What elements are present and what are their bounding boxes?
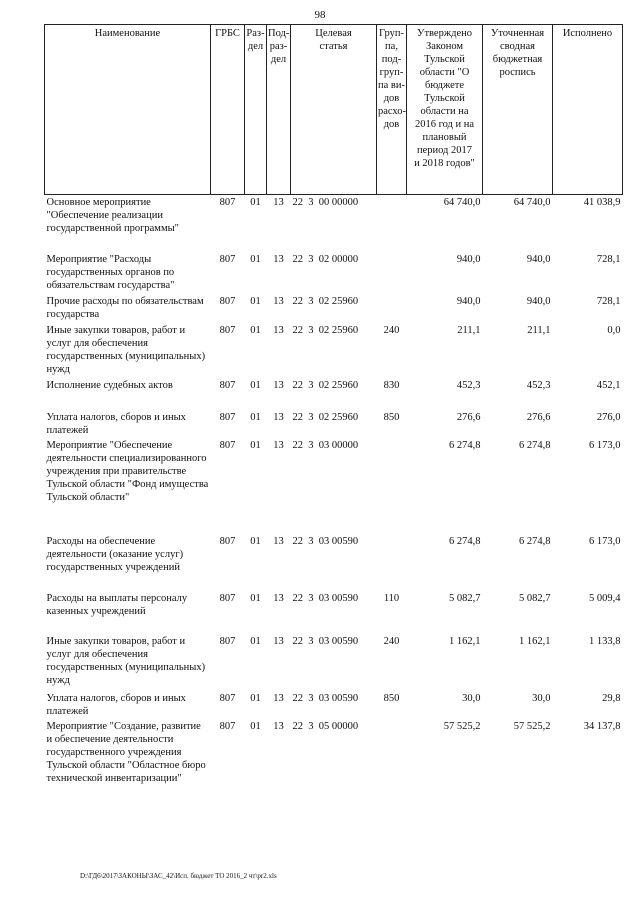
row-executed: 728,1 bbox=[596, 253, 621, 265]
row-target-article: 22 3 03 00590 bbox=[292, 535, 359, 547]
row-approved: 64 740,0 bbox=[443, 197, 481, 208]
row-razdel: 01 bbox=[250, 295, 261, 307]
row-approved: 6 274,8 bbox=[449, 535, 481, 547]
header-podrazdel: Под- раз- дел bbox=[267, 25, 291, 195]
row-target-article: 22 3 03 00590 bbox=[292, 592, 359, 604]
row-refined: 452,3 bbox=[526, 379, 551, 391]
row-approved: 6 274,8 bbox=[449, 439, 481, 451]
row-target-article: 22 3 03 00590 bbox=[292, 692, 359, 704]
row-executed: 29,8 bbox=[602, 692, 621, 704]
row-name: Мероприятие "Расходы государственных органов по обязательствам государства" bbox=[46, 253, 175, 291]
row-grbs: 807 bbox=[219, 692, 236, 704]
row-expense-group bbox=[377, 534, 407, 591]
row-podrazdel: 13 bbox=[273, 379, 284, 391]
row-expense-group bbox=[377, 438, 407, 534]
row-name: Иные закупки товаров, работ и услуг для обеспечения государственных (муниципальных) нужд bbox=[46, 324, 206, 375]
row-podrazdel: 13 bbox=[273, 324, 284, 336]
table-row bbox=[45, 691, 623, 719]
row-executed: 6 173,0 bbox=[589, 439, 621, 451]
row-approved: 30,0 bbox=[462, 692, 481, 704]
table-row bbox=[45, 378, 623, 410]
row-executed: 728,1 bbox=[596, 295, 621, 307]
row-approved: 276,6 bbox=[456, 411, 481, 423]
row-razdel: 01 bbox=[250, 324, 261, 336]
row-razdel: 01 bbox=[250, 535, 261, 547]
row-expense-group: 830 bbox=[383, 379, 400, 391]
row-razdel: 01 bbox=[250, 439, 261, 451]
header-grbs: ГРБС bbox=[211, 25, 245, 195]
table-row bbox=[45, 719, 623, 807]
row-razdel: 01 bbox=[250, 720, 261, 732]
row-razdel: 01 bbox=[250, 592, 261, 604]
row-target-article: 22 3 02 25960 bbox=[292, 324, 359, 336]
row-refined: 940,0 bbox=[526, 295, 551, 307]
row-grbs: 807 bbox=[219, 720, 236, 732]
row-refined: 276,6 bbox=[526, 411, 551, 423]
row-target-article: 22 3 02 25960 bbox=[292, 411, 359, 423]
row-approved: 940,0 bbox=[456, 295, 481, 307]
table-row bbox=[45, 438, 623, 534]
table-row bbox=[45, 534, 623, 591]
row-name: Мероприятие "Создание, развитие и обеспечение деятельности государственного учреждения Тульской области "Областное бюро технической инвентаризации" bbox=[46, 720, 206, 784]
row-grbs: 807 bbox=[219, 535, 236, 547]
row-grbs: 807 bbox=[219, 411, 236, 423]
row-target-article: 22 3 02 25960 bbox=[292, 295, 359, 307]
row-podrazdel: 13 bbox=[273, 253, 284, 265]
row-podrazdel: 13 bbox=[273, 635, 284, 647]
row-name: Уплата налогов, сборов и иных платежей bbox=[46, 692, 186, 717]
row-name: Исполнение судебных актов bbox=[46, 379, 173, 391]
row-executed: 41 038,9 bbox=[583, 197, 621, 208]
row-name: Уплата налогов, сборов и иных платежей bbox=[46, 411, 186, 436]
row-podrazdel: 13 bbox=[273, 720, 284, 732]
row-expense-group: 850 bbox=[383, 411, 400, 423]
row-name: Расходы на обеспечение деятельности (оказание услуг) государственных учреждений bbox=[46, 535, 184, 573]
row-razdel: 01 bbox=[250, 692, 261, 704]
header-executed: Исполнено bbox=[553, 25, 623, 195]
row-razdel: 01 bbox=[250, 411, 261, 423]
row-refined: 64 740,0 bbox=[513, 197, 551, 208]
row-approved: 211,1 bbox=[457, 324, 481, 336]
header-approved: Утверждено Законом Тульской области "О бюджете Тульской области на 2016 год и на плановый период 2017 и 2018 годов" bbox=[407, 25, 483, 195]
row-refined: 211,1 bbox=[527, 324, 551, 336]
row-executed: 276,0 bbox=[596, 411, 621, 423]
row-razdel: 01 bbox=[250, 253, 261, 265]
row-expense-group: 850 bbox=[383, 692, 400, 704]
row-refined: 57 525,2 bbox=[513, 720, 551, 732]
row-expense-group bbox=[377, 719, 407, 807]
row-podrazdel: 13 bbox=[273, 692, 284, 704]
table-row bbox=[45, 323, 623, 378]
table-row bbox=[45, 634, 623, 691]
header-refined: Уточненная сводная бюджетная роспись bbox=[483, 25, 553, 195]
row-refined: 6 274,8 bbox=[519, 535, 551, 547]
row-grbs: 807 bbox=[219, 439, 236, 451]
row-podrazdel: 13 bbox=[273, 197, 284, 208]
row-name: Прочие расходы по обязательствам государства bbox=[46, 295, 204, 320]
row-refined: 6 274,8 bbox=[519, 439, 551, 451]
table-row bbox=[45, 410, 623, 438]
row-executed: 1 133,8 bbox=[589, 635, 621, 647]
row-target-article: 22 3 03 00590 bbox=[292, 635, 359, 647]
row-executed: 34 137,8 bbox=[583, 720, 621, 732]
row-name: Мероприятие "Обеспечение деятельности специализированного учреждения при правительстве Тульской области "Фонд имущества Тульской области" bbox=[46, 439, 209, 503]
row-podrazdel: 13 bbox=[273, 411, 284, 423]
row-name: Расходы на выплаты персоналу казенных учреждений bbox=[46, 592, 188, 617]
table-row bbox=[45, 294, 623, 323]
row-expense-group: 240 bbox=[383, 635, 400, 647]
row-grbs: 807 bbox=[219, 197, 236, 208]
row-podrazdel: 13 bbox=[273, 439, 284, 451]
row-expense-group: 110 bbox=[383, 592, 400, 604]
row-refined: 1 162,1 bbox=[519, 635, 551, 647]
table-header-row bbox=[45, 25, 623, 195]
row-approved: 5 082,7 bbox=[449, 592, 481, 604]
row-target-article: 22 3 02 25960 bbox=[292, 379, 359, 391]
row-name: Иные закупки товаров, работ и услуг для обеспечения государственных (муниципальных) нужд bbox=[46, 635, 206, 686]
row-razdel: 01 bbox=[250, 197, 261, 208]
row-grbs: 807 bbox=[219, 295, 236, 307]
row-executed: 6 173,0 bbox=[589, 535, 621, 547]
row-target-article: 22 3 02 00000 bbox=[292, 253, 359, 265]
row-podrazdel: 13 bbox=[273, 592, 284, 604]
row-approved: 452,3 bbox=[456, 379, 481, 391]
row-refined: 5 082,7 bbox=[519, 592, 551, 604]
row-expense-group bbox=[377, 195, 407, 252]
page-number: 98 bbox=[314, 9, 326, 21]
row-name: Основное мероприятие "Обеспечение реализации государственной программы" bbox=[46, 197, 179, 234]
row-grbs: 807 bbox=[219, 253, 236, 265]
row-grbs: 807 bbox=[219, 379, 236, 391]
header-name: Наименование bbox=[45, 25, 211, 195]
row-approved: 940,0 bbox=[456, 253, 481, 265]
row-grbs: 807 bbox=[219, 592, 236, 604]
row-executed: 452,1 bbox=[596, 379, 621, 391]
table-row bbox=[45, 591, 623, 634]
row-target-article: 22 3 00 00000 bbox=[292, 197, 359, 208]
row-razdel: 01 bbox=[250, 635, 261, 647]
table-row bbox=[45, 252, 623, 294]
row-grbs: 807 bbox=[219, 324, 236, 336]
row-executed: 0,0 bbox=[607, 324, 621, 336]
row-podrazdel: 13 bbox=[273, 295, 284, 307]
header-target-article: Целевая статья bbox=[291, 25, 377, 195]
header-razdel: Раз- дел bbox=[245, 25, 267, 195]
row-razdel: 01 bbox=[250, 379, 261, 391]
row-expense-group bbox=[377, 294, 407, 323]
row-expense-group bbox=[377, 252, 407, 294]
row-podrazdel: 13 bbox=[273, 535, 284, 547]
row-expense-group: 240 bbox=[383, 324, 400, 336]
row-approved: 1 162,1 bbox=[449, 635, 481, 647]
table-row bbox=[45, 195, 623, 252]
file-path-footer: D:\ГД6\2017\ЗАКОНЫ\ЗАС_42\Исп. бюджет ТО 2016_2 чт\pr2.xls bbox=[80, 872, 277, 880]
row-target-article: 22 3 05 00000 bbox=[292, 720, 359, 732]
row-refined: 30,0 bbox=[532, 692, 551, 704]
row-refined: 940,0 bbox=[526, 253, 551, 265]
row-approved: 57 525,2 bbox=[443, 720, 481, 732]
row-executed: 5 009,4 bbox=[589, 592, 621, 604]
header-expense-group: Груп- па, под- груп- па ви- дов расхо- дов bbox=[377, 25, 407, 195]
row-target-article: 22 3 03 00000 bbox=[292, 439, 359, 451]
budget-table bbox=[44, 24, 623, 807]
row-grbs: 807 bbox=[219, 635, 236, 647]
